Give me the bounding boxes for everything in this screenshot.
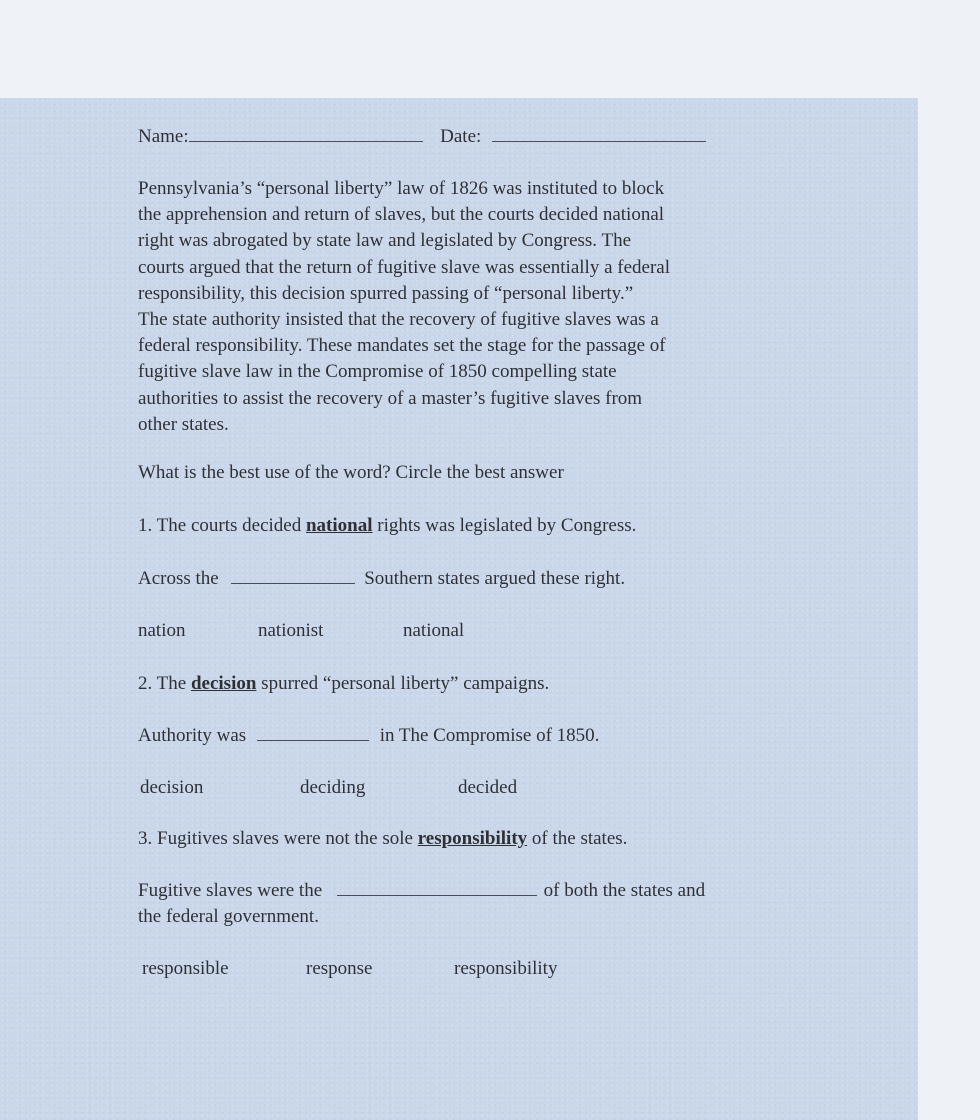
passage-line: fugitive slave law in the Compromise of 1850 compelling state <box>138 361 617 383</box>
passage-line: federal responsibility. These mandates set the stage for the passage of <box>138 335 666 357</box>
keyword: decision <box>190 673 257 694</box>
question-3-fill <box>138 878 705 930</box>
name-label: Name: <box>138 126 189 147</box>
instruction: What is the best use of the word? Circle the best answer <box>138 462 564 483</box>
choice-option[interactable]: decided <box>458 777 518 798</box>
passage-line: courts argued that the return of fugitive slave was essentially a federal <box>138 256 670 278</box>
date-blank[interactable] <box>492 127 706 142</box>
keyword: national <box>305 515 373 536</box>
fill-text: Fugitive slaves were the <box>138 880 323 901</box>
passage-line: The state authority insisted that the recovery of fugitive slaves was a <box>138 309 659 331</box>
answer-blank[interactable] <box>231 569 355 584</box>
passage-line: the apprehension and return of slaves, but the courts decided national <box>138 204 665 226</box>
name-blank[interactable] <box>189 127 423 142</box>
question-2-fill <box>138 725 599 747</box>
fill-text: the federal government. <box>138 906 319 927</box>
passage-line: other states. <box>138 413 229 435</box>
question-text: spurred “personal liberty” campaigns. <box>261 673 550 694</box>
question-2-sentence <box>138 673 549 695</box>
passage-line: responsibility, this decision spurred passing of “personal liberty.” <box>138 282 634 304</box>
choice-option[interactable]: deciding <box>300 777 366 798</box>
question-text: The <box>156 673 187 694</box>
question-1-fill <box>138 568 625 590</box>
keyword: responsibility <box>417 828 528 849</box>
header-row <box>138 126 706 148</box>
fill-text: in The Compromise of 1850. <box>379 725 600 746</box>
choice-option[interactable]: nationist <box>258 620 324 641</box>
question-text: of the states. <box>531 828 628 849</box>
fill-text: of both the states and <box>543 880 706 901</box>
question-number: 2. <box>138 673 153 694</box>
question-text: Fugitives slaves were not the sole <box>157 828 413 849</box>
date-label: Date: <box>440 126 482 147</box>
choice-option[interactable]: responsible <box>142 958 229 979</box>
choice-option[interactable]: nation <box>138 620 186 641</box>
passage-line: Pennsylvania’s “personal liberty” law of 1826 was instituted to block <box>138 178 665 199</box>
fill-text: Authority was <box>138 725 247 746</box>
choice-option[interactable]: national <box>403 620 465 641</box>
answer-blank[interactable] <box>257 726 369 741</box>
choice-option[interactable]: responsibility <box>454 958 558 979</box>
scan-margin-right <box>918 0 980 1120</box>
passage-line: authorities to assist the recovery of a master’s fugitive slaves from <box>138 387 643 409</box>
passage-line: right was abrogated by state law and legislated by Congress. The <box>138 230 631 252</box>
question-number: 3. <box>138 828 153 849</box>
question-3-sentence <box>138 828 627 850</box>
scan-margin-top <box>0 0 980 98</box>
question-1-sentence <box>138 515 636 537</box>
question-number: 1. <box>138 515 153 536</box>
choice-option[interactable]: response <box>306 958 373 979</box>
fill-text: Across the <box>138 568 219 589</box>
passage <box>138 176 788 438</box>
answer-blank[interactable] <box>337 881 537 896</box>
worksheet-page <box>0 98 918 1120</box>
fill-text: Southern states argued these right. <box>364 568 626 589</box>
question-text: rights was legislated by Congress. <box>377 515 637 536</box>
question-text: The courts decided <box>156 515 302 536</box>
choice-option[interactable]: decision <box>140 777 204 798</box>
